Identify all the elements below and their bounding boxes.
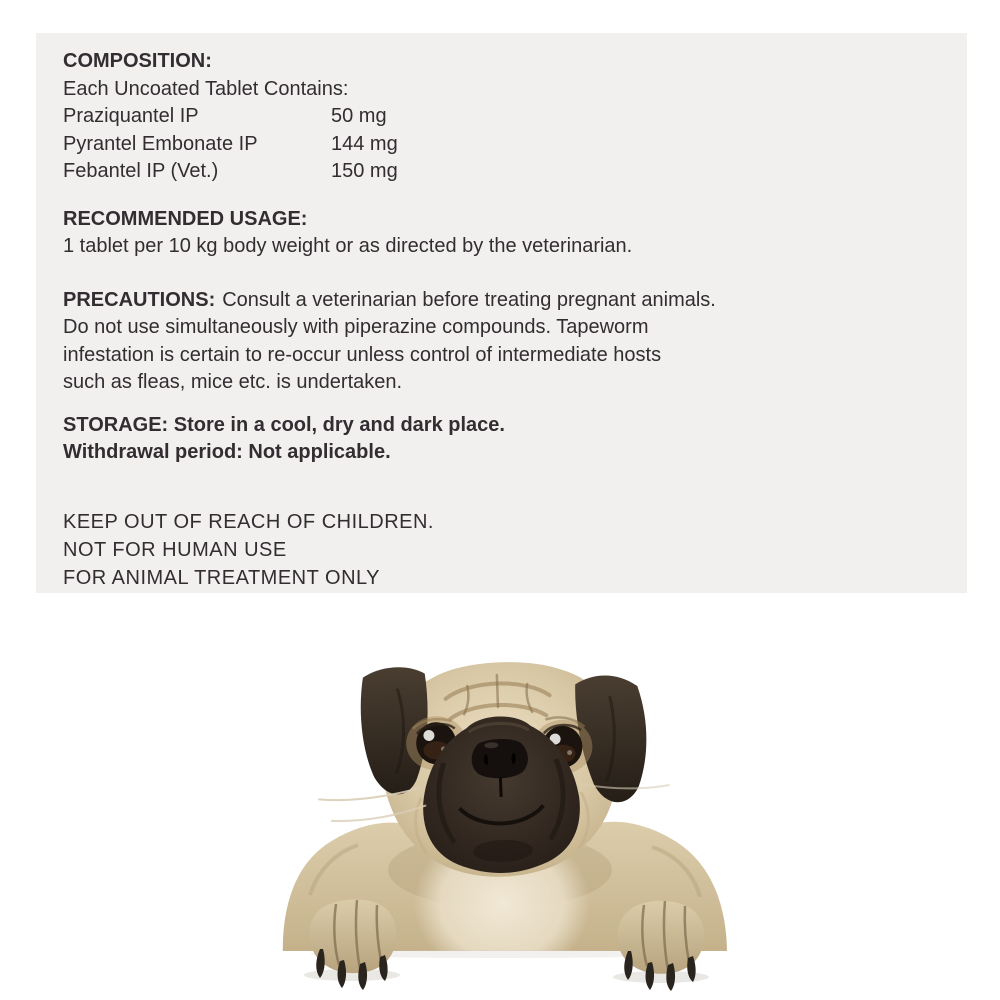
ingredient-amount: 150 mg — [331, 160, 398, 182]
storage-line: STORAGE: Store in a cool, dry and dark place. — [63, 413, 505, 436]
label-panel — [36, 33, 967, 593]
precautions-section — [63, 287, 927, 397]
warning-line: KEEP OUT OF REACH OF CHILDREN. — [63, 510, 434, 533]
precautions-line: Do not use simultaneously with piperazine compounds. Tapeworm — [63, 316, 649, 338]
warning-line: FOR ANIMAL TREATMENT ONLY — [63, 566, 380, 589]
ingredient-amount: 50 mg — [331, 105, 387, 127]
nose — [471, 738, 529, 779]
ingredient-row — [63, 131, 927, 159]
usage-text: 1 tablet per 10 kg body weight or as directed by the veterinarian. — [63, 235, 633, 257]
precautions-heading: PRECAUTIONS: — [63, 288, 216, 311]
precautions-line — [63, 287, 927, 315]
usage-section — [63, 206, 927, 261]
precautions-line: infestation is certain to re-occur unless control of intermediate hosts — [63, 343, 662, 366]
pug-dog-illustration — [0, 645, 1000, 1000]
white-ledge — [143, 950, 857, 1000]
ingredient-name: Praziquantel IP — [63, 105, 199, 127]
composition-heading: COMPOSITION: — [63, 50, 212, 72]
ingredient-row — [63, 103, 927, 131]
ingredient-name: Pyrantel Embonate IP — [63, 132, 258, 155]
ingredient-row — [63, 158, 927, 186]
usage-heading: RECOMMENDED USAGE: — [63, 207, 308, 230]
withdrawal-line: Withdrawal period: Not applicable. — [63, 441, 391, 463]
precautions-line: such as fleas, mice etc. is undertaken. — [63, 371, 403, 393]
warning-line: NOT FOR HUMAN USE — [63, 538, 287, 561]
warnings-section — [63, 508, 927, 592]
storage-section — [63, 412, 927, 467]
ingredient-amount: 144 mg — [331, 132, 398, 155]
pug-dog-svg — [0, 645, 1000, 1000]
composition-section — [63, 48, 927, 186]
composition-subheading: Each Uncoated Tablet Contains: — [63, 77, 349, 100]
ingredient-name: Febantel IP (Vet.) — [63, 160, 219, 182]
precautions-text: Consult a veterinarian before treating pregnant animals. — [222, 288, 716, 311]
